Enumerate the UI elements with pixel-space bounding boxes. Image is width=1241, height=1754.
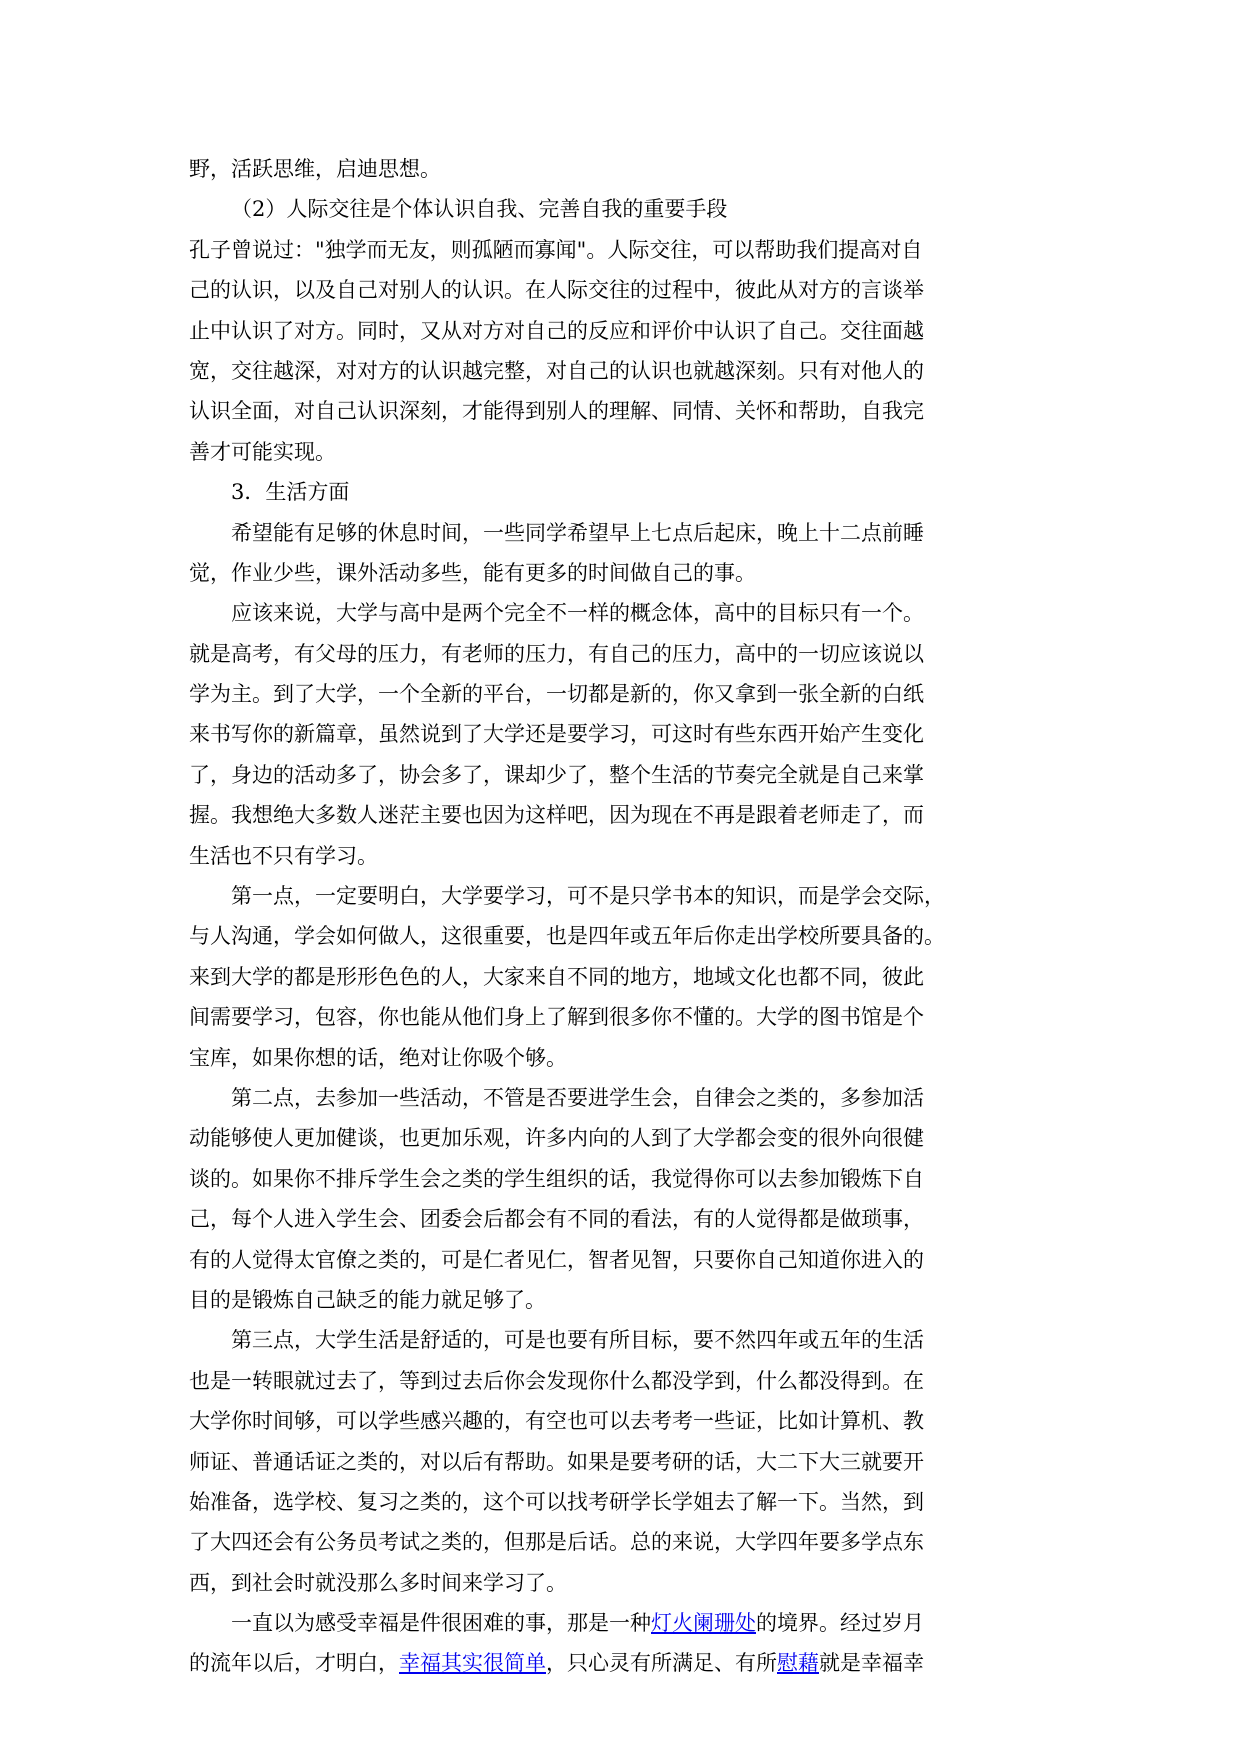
link-dengh-lanshan[interactable]: 灯火阑珊处 — [651, 1611, 756, 1636]
text-line: 希望能有足够的休息时间，一些同学希望早上七点后起床，晚上十二点前睡 — [231, 520, 924, 545]
text-line: 就是高考，有父母的压力，有老师的压力，有自己的压力，高中的一切应该说以 — [189, 641, 924, 666]
text-line-with-link — [189, 1603, 1079, 1643]
text-line: 认识全面，对自己认识深刻，才能得到别人的理解、同情、关怀和帮助，自我完 — [189, 399, 924, 424]
text-line: 了，身边的活动多了，协会多了，课却少了，整个生活的节奏完全就是自己来掌 — [189, 762, 924, 787]
text-line: 己，每个人进入学生会、团委会后都会有不同的看法，有的人觉得都是做琐事， — [189, 1207, 924, 1232]
text-segment: 的流年以后，才明白， — [189, 1651, 399, 1676]
text-line: 来到大学的都是形形色色的人，大家来自不同的地方，地域文化也都不同，彼此 — [189, 964, 924, 989]
text-line: 野，活跃思维，启迪思想。 — [189, 157, 441, 181]
text-line: 学为主。到了大学，一个全新的平台，一切都是新的，你又拿到一张全新的白纸 — [189, 682, 924, 707]
text-line: 止中认识了对方。同时，又从对方对自己的反应和评价中认识了自己。交往面越 — [189, 318, 924, 343]
link-happiness-simple[interactable]: 幸福其实很简单 — [399, 1651, 546, 1676]
text-segment: ，只心灵有所满足、有所 — [546, 1651, 777, 1676]
text-line: 师证、普通话证之类的，对以后有帮助。如果是要考研的话，大二下大三就要开 — [189, 1449, 924, 1474]
text-line: 己的认识，以及自己对别人的认识。在人际交往的过程中，彼此从对方的言谈举 — [189, 278, 924, 303]
text-segment: 就是幸福幸 — [819, 1651, 924, 1676]
text-line: 生活也不只有学习。 — [189, 843, 378, 868]
text-line: 宝库，如果你想的话，绝对让你吸个够。 — [189, 1045, 567, 1070]
document-page — [189, 149, 1079, 1684]
text-line: 第二点，去参加一些活动，不管是否要进学生会，自律会之类的，多参加活 — [231, 1085, 924, 1110]
text-line: 第一点，一定要明白，大学要学习，可不是只学书本的知识，而是学会交际， — [231, 884, 945, 909]
text-line: 大学你时间够，可以学些感兴趣的，有空也可以去考考一些证，比如计算机、教 — [189, 1409, 924, 1434]
text-line: 西，到社会时就没那么多时间来学习了。 — [189, 1570, 567, 1595]
text-segment: 一直以为感受幸福是件很困难的事，那是一种 — [231, 1611, 651, 1636]
text-line: 与人沟通，学会如何做人，这很重要，也是四年或五年后你走出学校所要具备的。 — [189, 924, 945, 949]
text-line: 来书写你的新篇章，虽然说到了大学还是要学习，可这时有些东西开始产生变化 — [189, 722, 924, 747]
text-line: 有的人觉得太官僚之类的，可是仁者见仁，智者见智，只要你自己知道你进入的 — [189, 1247, 924, 1272]
text-segment: 的境界。经过岁月 — [756, 1611, 924, 1636]
text-line: 始准备，选学校、复习之类的，这个可以找考研学长学姐去了解一下。当然，到 — [189, 1489, 924, 1514]
text-line: 孔子曾说过："独学而无友，则孤陋而寡闻"。人际交往，可以帮助我们提高对自 — [189, 237, 923, 262]
section-heading: 3．生活方面 — [231, 480, 350, 505]
link-comfort[interactable]: 慰藉 — [777, 1651, 819, 1676]
text-line: 应该来说，大学与高中是两个完全不一样的概念体，高中的目标只有一个。 — [231, 601, 924, 626]
text-line: 第三点，大学生活是舒适的，可是也要有所目标，要不然四年或五年的生活 — [231, 1328, 924, 1353]
text-line: 间需要学习，包容，你也能从他们身上了解到很多你不懂的。大学的图书馆是个 — [189, 1005, 924, 1030]
text-line: 觉，作业少些，课外活动多些，能有更多的时间做自己的事。 — [189, 560, 756, 585]
text-line: 也是一转眼就过去了，等到过去后你会发现你什么都没学到，什么都没得到。在 — [189, 1368, 924, 1393]
text-line: 动能够使人更加健谈，也更加乐观，许多内向的人到了大学都会变的很外向很健 — [189, 1126, 924, 1151]
text-line: 善才可能实现。 — [189, 439, 336, 464]
text-line: 目的是锻炼自己缺乏的能力就足够了。 — [189, 1287, 546, 1312]
section-heading: （2）人际交往是个体认识自我、完善自我的重要手段 — [231, 197, 728, 222]
text-line: 了大四还会有公务员考试之类的，但那是后话。总的来说，大学四年要多学点东 — [189, 1530, 924, 1555]
text-line: 宽，交往越深，对对方的认识越完整，对自己的认识也就越深刻。只有对他人的 — [189, 358, 924, 383]
text-line: 握。我想绝大多数人迷茫主要也因为这样吧，因为现在不再是跟着老师走了，而 — [189, 803, 924, 828]
text-line: 谈的。如果你不排斥学生会之类的学生组织的话，我觉得你可以去参加锻炼下自 — [189, 1166, 924, 1191]
text-line-with-link — [189, 1643, 1079, 1683]
